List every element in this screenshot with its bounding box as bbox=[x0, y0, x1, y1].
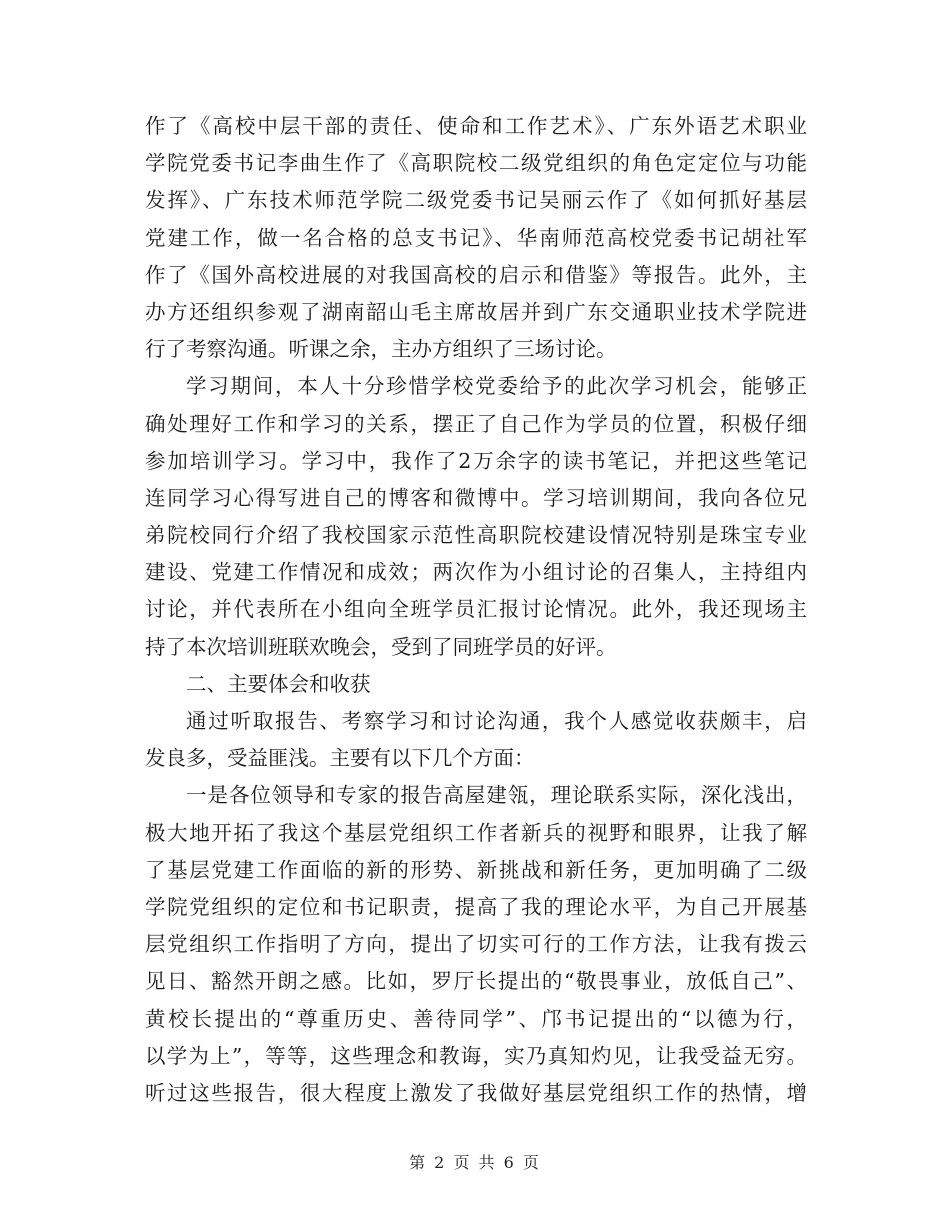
text-line: 持了本次培训班联欢晚会，受到了同班学员的好评。 bbox=[145, 634, 617, 659]
text-line: 办方还组织参观了湖南韶山毛主席故居并到广东交通职业技术学院进 bbox=[145, 299, 807, 324]
text-line: 以学为上”，等等，这些理念和教诲，实乃真知灼见，让我受益无穷。 bbox=[145, 1043, 807, 1068]
text-line: 弟院校同行介绍了我校国家示范性高职院校建设情况特别是珠宝专业 bbox=[145, 523, 807, 548]
section-heading: 二、主要体会和收获 bbox=[186, 671, 371, 696]
text-line: 一是各位领导和专家的报告高屋建瓴，理论联系实际，深化浅出， bbox=[186, 783, 807, 808]
text-line: 通过听取报告、考察学习和讨论沟通，我个人感觉收获颇丰，启 bbox=[186, 709, 807, 733]
text-line: 行了考察沟通。听课之余，主办方组织了三场讨论。 bbox=[145, 337, 617, 362]
text-line: 学院党委书记李曲生作了《高职院校二级党组织的角色定定位与功能 bbox=[145, 151, 807, 176]
body-text bbox=[145, 108, 807, 1112]
text-line: 讨论，并代表所在小组向全班学员汇报讨论情况。此外，我还现场主 bbox=[145, 597, 807, 622]
text-line: 层党组织工作指明了方向，提出了切实可行的工作方法，让我有拨云 bbox=[145, 932, 807, 957]
text-line: 发良多，受益匪浅。主要有以下几个方面： bbox=[145, 746, 535, 771]
text-line: 学习期间，本人十分珍惜学校党委给予的此次学习机会，能够正 bbox=[186, 374, 807, 399]
text-line: 作了《高校中层干部的责任、使命和工作艺术》、广东外语艺术职业 bbox=[145, 114, 807, 138]
text-line: 极大地开拓了我这个基层党组织工作者新兵的视野和眼界，让我了解 bbox=[145, 820, 807, 845]
text-line: 听过这些报告，很大程度上激发了我做好基层党组织工作的热情，增 bbox=[145, 1080, 807, 1105]
text-line: 学院党组织的定位和书记职责，提高了我的理论水平，为自己开展基 bbox=[145, 894, 807, 919]
text-line: 见日、豁然开朗之感。比如，罗厅长提出的“敬畏事业，放低自己”、 bbox=[145, 969, 807, 994]
text-line: 连同学习心得写进自己的博客和微博中。学习培训期间，我向各位兄 bbox=[145, 485, 807, 510]
text-line: 确处理好工作和学习的关系，摆正了自己作为学员的位置，积极仔细 bbox=[145, 411, 807, 436]
text-line: 发挥》、广东技术师范学院二级党委书记吴丽云作了《如何抓好基层 bbox=[145, 188, 807, 213]
text-line: 黄校长提出的“尊重历史、善待同学”、邝书记提出的“以德为行， bbox=[145, 1006, 807, 1031]
text-line: 建设、党建工作情况和成效；两次作为小组讨论的召集人，主持组内 bbox=[145, 560, 807, 585]
page-number-footer: 第 2 页 共 6 页 bbox=[409, 1153, 541, 1172]
text-line: 了基层党建工作面临的新的形势、新挑战和新任务，更加明确了二级 bbox=[145, 857, 807, 882]
text-line: 参加培训学习。学习中，我作了2万余字的读书笔记，并把这些笔记 bbox=[145, 448, 807, 473]
text-line: 作了《国外高校进展的对我国高校的启示和借鉴》等报告。此外，主 bbox=[145, 262, 807, 287]
text-line: 党建工作，做一名合格的总支书记》、华南师范高校党委书记胡社军 bbox=[145, 225, 807, 250]
